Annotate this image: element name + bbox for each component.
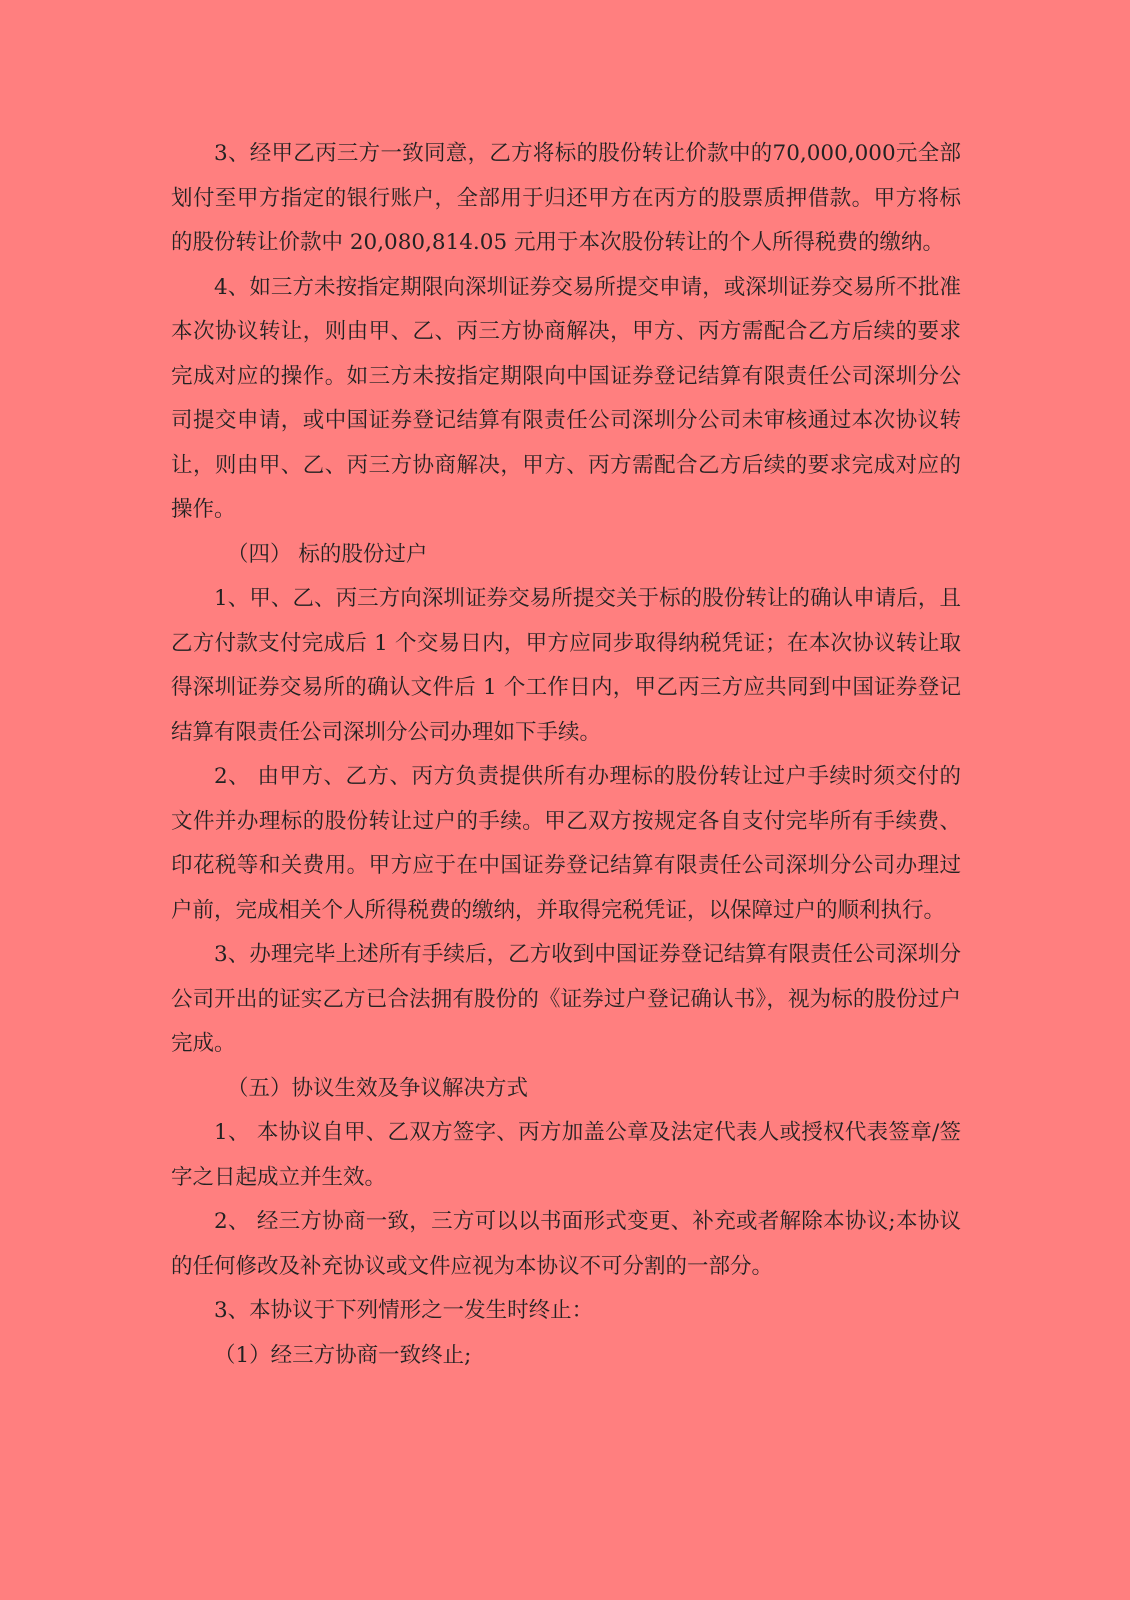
paragraph-4-approval: 4、如三方未按指定期限向深圳证券交易所提交申请，或深圳证券交易所不批准本次协议转让，则由甲、乙、丙三方协商解决，甲方、丙方需配合乙方后续的要求完成对应的操作。如三方未按指定期限向中国证券登记结算有限责任公司深圳分公司提交申请，或中国证券登记结算有限责任公司深圳分公司未审核通过本次协议转让，则由甲、乙、丙三方协商解决，甲方、丙方需配合乙方后续的要求完成对应的操作。 — [171, 274, 961, 522]
paragraph-effect-1: 1、 本协议自甲、乙双方签字、丙方加盖公章及法定代表人或授权代表签章/签字之日起成立并生效。 — [171, 1120, 961, 1190]
paragraph-transfer-1: 1、甲、乙、丙三方向深圳证券交易所提交关于标的股份转让的确认申请后，且乙方付款支付完成后 1 个交易日内，甲方应同步取得纳税凭证；在本次协议转让取得深圳证券交易所的确认文件后 1 个工作日内，甲乙丙三方应共同到中国证券登记结算有限责任公司深圳分公司办理如下手续。 — [171, 586, 961, 745]
document-body — [171, 132, 961, 1378]
paragraph-transfer-2: 2、 由甲方、乙方、丙方负责提供所有办理标的股份转让过户手续时须交付的文件并办理标的股份转让过户的手续。甲乙双方按规定各自支付完毕所有手续费、印花税等和关费用。甲方应于在中国证券登记结算有限责任公司深圳分公司办理过户前，完成相关个人所得税费的缴纳，并取得完税凭证，以保障过户的顺利执行。 — [171, 764, 961, 923]
paragraph-transfer-3: 3、办理完毕上述所有手续后，乙方收到中国证券登记结算有限责任公司深圳分公司开出的证实乙方已合法拥有股份的《证券过户登记确认书》，视为标的股份过户完成。 — [171, 942, 961, 1056]
paragraph-effect-3: 3、本协议于下列情形之一发生时终止： — [214, 1298, 594, 1323]
section-heading-4: （四） 标的股份过户 — [227, 541, 428, 567]
list-item-termination-1: （1）经三方协商一致终止; — [214, 1342, 472, 1368]
paragraph-effect-2: 2、 经三方协商一致，三方可以以书面形式变更、补充或者解除本协议;本协议的任何修改及补充协议或文件应视为本协议不可分割的一部分。 — [171, 1209, 961, 1279]
section-heading-5: （五）协议生效及争议解决方式 — [227, 1075, 529, 1101]
paragraph-3-payment: 3、经甲乙丙三方一致同意，乙方将标的股份转让价款中的70,000,000元全部划付至甲方指定的银行账户，全部用于归还甲方在丙方的股票质押借款。甲方将标的股份转让价款中 20,080,814.05 元用于本次股份转让的个人所得税费的缴纳。 — [171, 141, 961, 255]
